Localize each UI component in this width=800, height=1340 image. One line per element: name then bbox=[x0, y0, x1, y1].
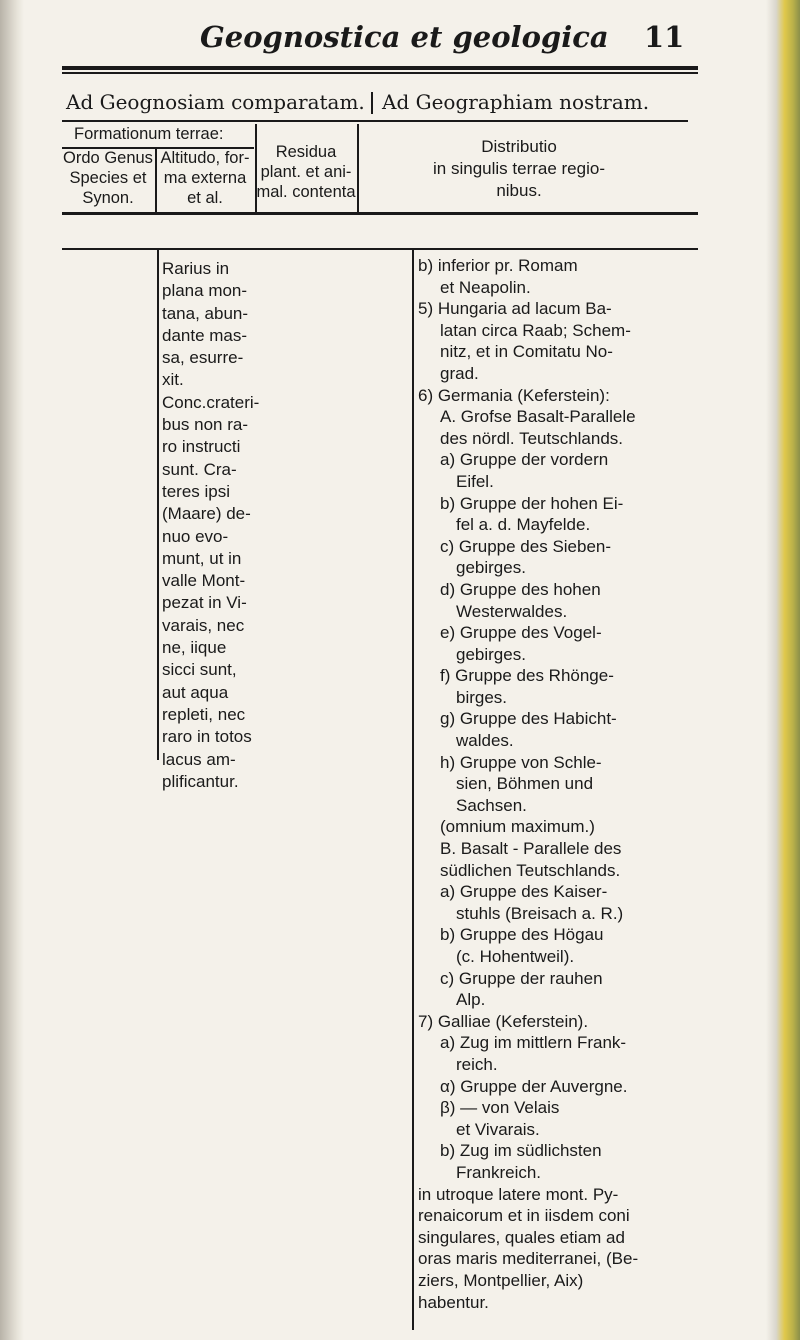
right-text-line: singulares, quales etiam ad bbox=[418, 1227, 625, 1247]
left-text-line: repleti, nec bbox=[162, 704, 246, 724]
right-text-line: reich. bbox=[456, 1054, 498, 1074]
right-text-line: (omnium maximum.) bbox=[440, 817, 595, 837]
top-rule bbox=[62, 66, 698, 70]
body-divider-1 bbox=[157, 250, 159, 760]
page-number: 11 bbox=[644, 20, 685, 54]
body-divider-2 bbox=[412, 250, 414, 1330]
column-head-residua bbox=[256, 142, 356, 202]
page-left-edge bbox=[0, 0, 24, 1340]
left-text-line: pezat in Vi- bbox=[162, 593, 247, 613]
right-text-line: α) Gruppe der Auvergne. bbox=[440, 1076, 628, 1096]
left-text-line: munt, ut in bbox=[162, 548, 242, 568]
right-text-line: waldes. bbox=[456, 731, 514, 751]
left-text-line: plana mon- bbox=[162, 281, 248, 301]
left-text-line: dante mas- bbox=[162, 325, 248, 345]
right-text-line: β) — von Velais bbox=[440, 1098, 560, 1118]
col4-line3: nibus. bbox=[496, 181, 542, 200]
column-head-ordo bbox=[62, 148, 154, 208]
right-text-line: nitz, et in Comitatu No- bbox=[440, 342, 613, 362]
right-text-line: sien, Böhmen und bbox=[456, 774, 594, 794]
col1-line2: Species et bbox=[69, 169, 147, 187]
left-text-line: sunt. Cra- bbox=[162, 459, 237, 479]
right-text-line: h) Gruppe von Schle- bbox=[440, 752, 602, 772]
right-column-text bbox=[418, 255, 718, 1313]
right-text-line: Frankreich. bbox=[456, 1162, 542, 1182]
header-rule bbox=[62, 120, 688, 122]
page-right-edge bbox=[766, 0, 800, 1340]
left-text-line: aut aqua bbox=[162, 682, 229, 702]
right-text-line: A. Grofse Basalt-Parallele bbox=[440, 407, 636, 427]
right-text-line: südlichen Teutschlands. bbox=[440, 860, 621, 880]
col1-line1: Ordo Genus bbox=[63, 149, 153, 167]
right-text-line: Alp. bbox=[456, 990, 486, 1010]
left-text-line: tana, abun- bbox=[162, 303, 249, 323]
column-head-rule bbox=[62, 212, 698, 215]
right-text-line: Eifel. bbox=[456, 471, 494, 491]
right-text-line: renaicorum et in iisdem coni bbox=[418, 1206, 630, 1226]
column-head-distributio bbox=[360, 136, 678, 202]
col4-line1: Distributio bbox=[481, 137, 557, 156]
right-text-line: et Vivarais. bbox=[456, 1119, 540, 1139]
header-left: Ad Geognosiam comparatam. bbox=[66, 90, 365, 114]
right-text-line: g) Gruppe des Habicht- bbox=[440, 709, 617, 729]
right-text-line: et Neapolin. bbox=[440, 277, 531, 297]
right-text-line: b) inferior pr. Romam bbox=[418, 256, 578, 275]
right-text-line: e) Gruppe des Vogel- bbox=[440, 623, 602, 643]
column-group-label: Formationum terrae: bbox=[74, 125, 224, 143]
right-text-line: d) Gruppe des hohen bbox=[440, 579, 601, 599]
right-text-line: B. Basalt - Parallele des bbox=[440, 839, 622, 859]
left-text-line: (Maare) de- bbox=[162, 504, 251, 524]
column-head-altitudo bbox=[156, 148, 254, 208]
col1-line3: Synon. bbox=[82, 189, 134, 207]
right-text-line: Sachsen. bbox=[456, 795, 527, 815]
running-head bbox=[0, 14, 800, 58]
right-text-line: f) Gruppe des Rhönge- bbox=[440, 666, 614, 686]
left-text-line: sicci sunt, bbox=[162, 660, 237, 680]
right-text-line: fel a. d. Mayfelde. bbox=[456, 515, 591, 535]
col2-line3: et al. bbox=[187, 189, 223, 207]
left-text-line: ro instructi bbox=[162, 437, 241, 457]
right-text-line: a) Gruppe der vordern bbox=[440, 450, 609, 470]
left-text-line: sa, esurre- bbox=[162, 348, 244, 368]
col4-line2: in singulis terrae regio- bbox=[433, 159, 605, 178]
right-text-line: b) Gruppe des Högau bbox=[440, 925, 604, 945]
col-divider-3 bbox=[357, 124, 359, 212]
right-text-line: latan circa Raab; Schem- bbox=[440, 320, 631, 340]
header-right: Ad Geographiam nostram. bbox=[382, 90, 650, 114]
col3-line3: mal. contenta bbox=[256, 183, 356, 201]
right-text-line: a) Gruppe des Kaiser- bbox=[440, 882, 608, 902]
right-text-line: oras maris mediterranei, (Be- bbox=[418, 1249, 639, 1269]
left-text-line: lacus am- bbox=[162, 749, 236, 769]
left-text-line: varais, nec bbox=[162, 615, 245, 635]
left-text-line: valle Mont- bbox=[162, 571, 246, 591]
left-text-line: Rarius in bbox=[162, 259, 230, 278]
col3-line1: Residua bbox=[275, 143, 337, 161]
right-text-line: des nördl. Teutschlands. bbox=[440, 428, 624, 448]
right-text-line: b) Zug im südlichsten bbox=[440, 1141, 602, 1161]
right-text-line: c) Gruppe des Sieben- bbox=[440, 536, 612, 556]
right-text-line: (c. Hohentweil). bbox=[456, 947, 575, 966]
left-column-text bbox=[162, 258, 292, 793]
right-text-line: in utroque latere mont. Py- bbox=[418, 1184, 619, 1204]
left-text-line: teres ipsi bbox=[162, 481, 231, 501]
left-text-line: nuo evo- bbox=[162, 526, 229, 546]
col3-line2: plant. et ani- bbox=[260, 163, 352, 181]
right-text-line: gebirges. bbox=[456, 644, 526, 664]
left-text-line: raro in totos bbox=[162, 727, 252, 747]
left-text-line: xit. bbox=[162, 370, 184, 390]
right-text-line: habentur. bbox=[418, 1292, 489, 1312]
left-text-line: bus non ra- bbox=[162, 415, 248, 435]
right-text-line: b) Gruppe der hohen Ei- bbox=[440, 493, 624, 513]
right-text-line: 6) Germania (Keferstein): bbox=[418, 385, 610, 405]
right-text-line: 5) Hungaria ad lacum Ba- bbox=[418, 299, 612, 319]
right-text-line: a) Zug im mittlern Frank- bbox=[440, 1033, 627, 1053]
right-text-line: grad. bbox=[440, 363, 479, 383]
running-title: Geognostica et geologica bbox=[200, 20, 609, 54]
left-text-line: plificantur. bbox=[162, 771, 239, 791]
header-separator bbox=[371, 92, 373, 114]
left-text-line: ne, iique bbox=[162, 638, 227, 658]
right-text-line: stuhls (Breisach a. R.) bbox=[456, 903, 624, 923]
col2-line1: Altitudo, for- bbox=[160, 149, 250, 167]
right-text-line: Westerwaldes. bbox=[456, 601, 568, 621]
right-text-line: birges. bbox=[456, 687, 508, 707]
right-text-line: c) Gruppe der rauhen bbox=[440, 968, 603, 988]
right-text-line: gebirges. bbox=[456, 558, 526, 578]
right-text-line: 7) Galliae (Keferstein). bbox=[418, 1011, 589, 1031]
right-text-line: ziers, Montpellier, Aix) bbox=[418, 1270, 584, 1290]
left-text-line: Conc.crateri- bbox=[162, 392, 260, 412]
col2-line2: ma externa bbox=[163, 169, 247, 187]
top-rule-thin bbox=[62, 72, 698, 74]
